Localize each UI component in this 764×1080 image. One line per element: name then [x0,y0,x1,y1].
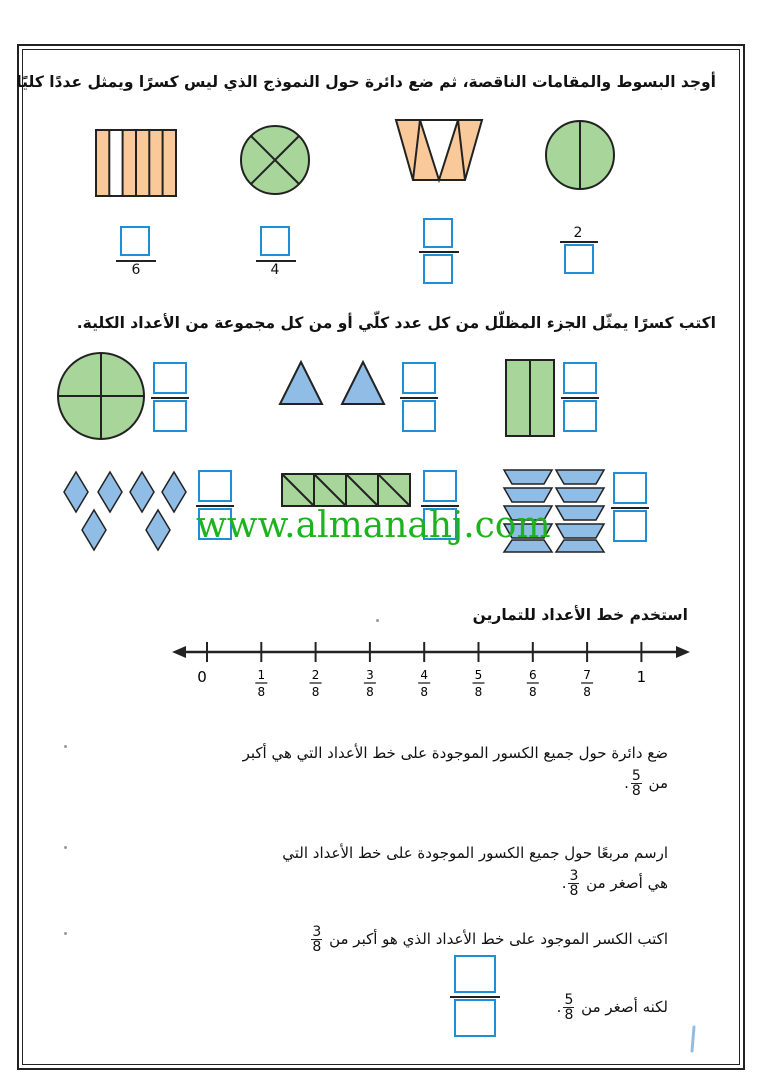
triangle-strip-model [282,474,410,506]
denominator-answer-box[interactable] [454,999,496,1037]
fraction: $\frac{3}{8}$ [569,868,579,899]
numerator-answer-box[interactable] [402,362,436,394]
denominator-value: 4 [270,262,280,278]
numerator-answer-box[interactable] [120,226,150,256]
watermark: www.almanahj.com [196,505,551,546]
trapezoid-model [396,120,482,180]
rectangle-halves-model [506,360,554,436]
fraction-bar [560,241,598,243]
numerator-answer-box[interactable] [454,955,496,993]
tick-denominator: 8 [311,685,320,699]
dot [64,745,67,748]
numerator-answer-box[interactable] [260,226,290,256]
tick-label: 0 [197,668,207,686]
question-2-line1: ارسم مربعًا حول جميع الكسور الموجودة على خط الأعداد التي [282,844,668,862]
tick-denominator: 8 [583,685,591,699]
numerator-answer-box[interactable] [153,362,187,394]
section2-heading: اكتب كسرًا يمثّل الجزء المظلّل من كل عدد كلّي أو من كل مجموعة من الأعداد الكلية. [76,314,716,332]
numerator-answer-box[interactable] [198,470,232,502]
section1-heading: أوجد البسوط والمقامات الناقصة، ثم ضع دائرة حول النموذج الذي ليس كسرًا ويمثل عددًا كليًا [16,73,716,91]
circle-quarters-model [58,353,144,439]
denominator-answer-box[interactable] [613,510,647,542]
denominator-answer-box[interactable] [423,254,453,284]
fraction-bar [611,507,649,509]
tick-denominator: 8 [257,685,266,699]
fraction-bar [151,397,189,399]
dot [64,932,67,935]
triangles-model [280,362,384,404]
question-1-line1: ضع دائرة حول جميع الكسور الموجودة على خط الأعداد التي هي أكبر [242,744,668,762]
tick-numerator: 6 [528,668,537,682]
tick-numerator: 1 [257,668,266,682]
tick-numerator: 4 [420,668,429,682]
denominator-value: 6 [131,262,141,278]
dot [64,846,67,849]
fraction: $\frac{5}{8}$ [631,768,641,799]
tick-numerator: 5 [474,668,483,682]
question-2-line2: هي أصغر من $\frac{3}{8}$ . [561,868,668,899]
fraction-bar [400,397,438,399]
number-line [0,630,764,710]
pen-mark-icon [684,1025,704,1055]
fraction-bar [450,996,500,998]
tick-numerator: 2 [311,668,320,682]
question-3 [78,924,668,954]
tick-denominator: 8 [420,685,429,699]
numerator-value: 2 [573,225,583,241]
numerator-answer-box[interactable] [423,470,457,502]
fraction: $\frac{3}{8}$ [312,924,322,955]
numerator-answer-box[interactable] [563,362,597,394]
tick-numerator: 7 [583,668,591,682]
diamonds-model [64,472,186,550]
question-3-line2: لكنه أصغر من $\frac{5}{8}$ . [556,992,668,1023]
numerator-answer-box[interactable] [423,218,453,248]
denominator-answer-box[interactable] [564,244,594,274]
circle-model-quarters [241,126,309,194]
section3-heading: استخدم خط الأعداد للتمارين [472,606,688,624]
denominator-answer-box[interactable] [563,400,597,432]
question-1-line2: من $\frac{5}{8}$ . [624,768,668,799]
denominator-answer-box[interactable] [402,400,436,432]
fraction-bar [561,397,599,399]
tick-numerator: 3 [366,668,374,682]
tick-denominator: 8 [474,685,483,699]
dot [376,619,379,622]
fraction-bar [419,251,459,253]
fraction: $\frac{5}{8}$ [564,992,574,1023]
question-3-line1: اكتب الكسر الموجود على خط الأعداد الذي هو أكبر من $\frac{3}{8}$ [312,924,668,955]
denominator-answer-box[interactable] [153,400,187,432]
question-1 [78,738,668,798]
right-arrow-icon [676,646,690,658]
question-2 [78,838,668,898]
tick-denominator: 8 [366,685,374,699]
numerator-answer-box[interactable] [613,472,647,504]
tick-label: 1 [636,668,647,686]
circle-model-halves [546,121,614,189]
left-arrow-icon [172,646,186,658]
rectangle-model-sixths [96,130,176,196]
tick-denominator: 8 [528,685,537,699]
